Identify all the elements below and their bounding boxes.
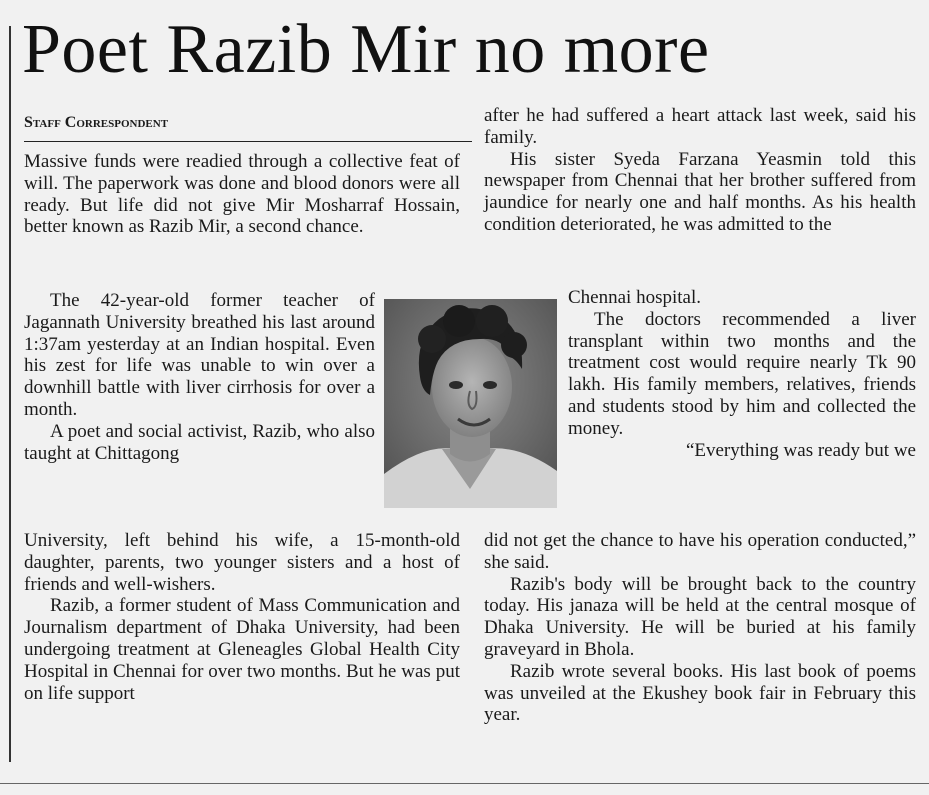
col1-narrow [24, 290, 375, 464]
col1-top [24, 151, 460, 238]
col1-bottom [24, 530, 460, 704]
headline: Poet Razib Mir no more [22, 11, 710, 88]
left-column-rule [9, 26, 11, 762]
col1-paragraph-1: Massive funds were readied through a collective feat of will. The paperwork was done and blood donors were all ready. But life did not give Mir Mosharraf Hossain, better known as Razib Mir, a second chance. [24, 151, 460, 238]
col2-paragraph-5: Razib's body will be brought back to the country today. His janaza will be held at the central mosque of Dhaka University. He will be buried at his family graveyard in Bhola. [484, 573, 916, 660]
col2-bottom [484, 530, 916, 726]
col2-top [484, 105, 916, 236]
col1-paragraph-2: The 42-year-old former teacher of Jagannath University breathed his last around 1:37am yesterday at an Indian hospital. Even his zest for life was unable to win over a downhill battle with liver cirrhosis for over a month. [24, 290, 375, 420]
col1-paragraph-3a: A poet and social activist, Razib, who also taught at Chittagong [24, 420, 375, 464]
col2-paragraph-3: The doctors recommended a liver transplant within two months and the treatment cost would require nearly Tk 90 lakh. His family members, relatives, friends and students stood by him and collected the money. [568, 308, 916, 439]
col2-paragraph-6: Razib wrote several books. His last book of poems was unveiled at the Ekushey book fair in February this year. [484, 660, 916, 726]
byline: Staff Correspondent [24, 114, 169, 131]
byline-rule [24, 141, 472, 142]
col2-paragraph-4a: “Everything was ready but we [685, 439, 916, 461]
bottom-rule [0, 783, 929, 784]
col2-paragraph-4b: did not get the chance to have his operation conducted,” she said. [484, 530, 916, 573]
col2-paragraph-2a: His sister Syeda Farzana Yeasmin told this newspaper from Chennai that her brother suffered from jaundice for nearly one and half months. As his health condition deteriorated, he was admitted to the [484, 148, 916, 235]
col2-paragraph-1: after he had suffered a heart attack last week, said his family. [484, 105, 916, 148]
col1-paragraph-4: Razib, a former student of Mass Communication and Journalism department of Dhaka University, had been undergoing treatment at Gleneagles Global Health City Hospital in Chennai for over two months. But he was put on life support [24, 595, 460, 704]
portrait-image [384, 299, 557, 508]
col1-paragraph-3b: University, left behind his wife, a 15-month-old daughter, parents, two younger sisters and a host of friends and well-wishers. [24, 530, 460, 595]
col2-paragraph-2b: Chennai hospital. [568, 287, 701, 308]
col2-narrow [568, 287, 916, 461]
portrait-photo [384, 299, 557, 508]
